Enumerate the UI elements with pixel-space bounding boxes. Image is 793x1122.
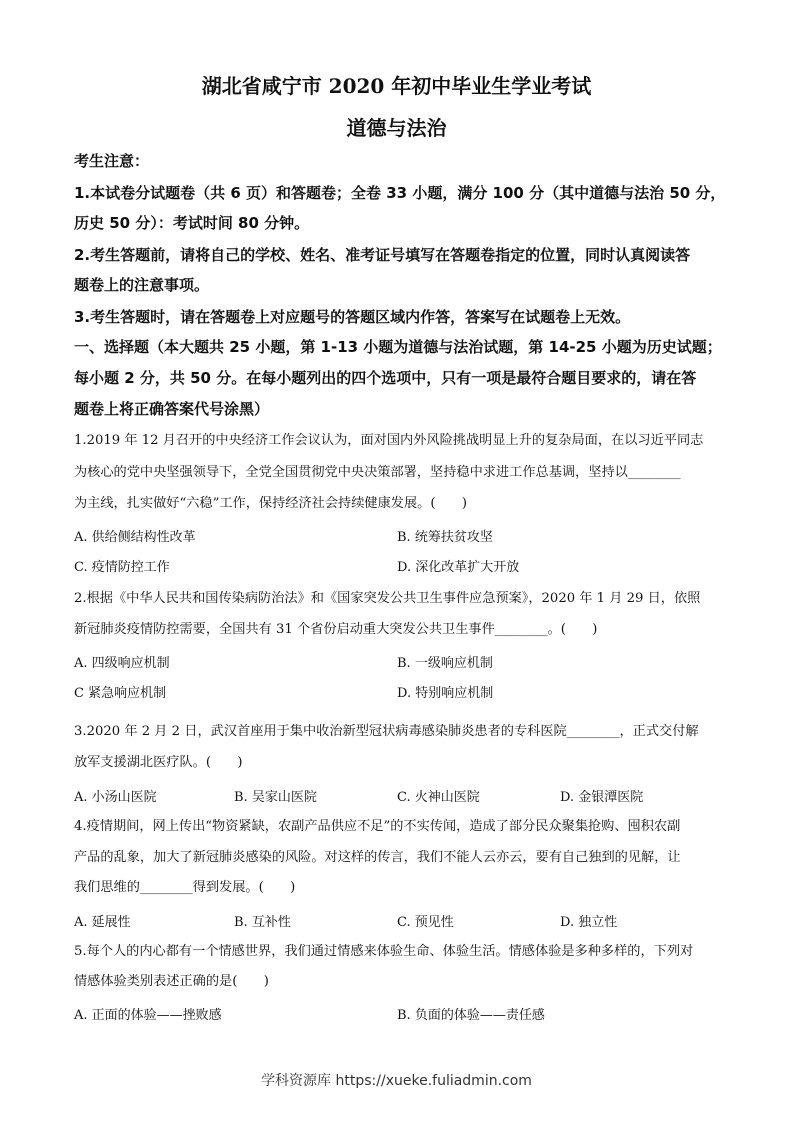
option-c: C. 疫情防控工作 (74, 560, 170, 575)
question-text-line: 我们思维的________得到发展。( ) (74, 880, 296, 895)
option-c: C. 预见性 (397, 915, 454, 930)
notice-item-2-line-2: 题卷上的注意事项。 (74, 276, 210, 294)
option-a: A. 供给侧结构性改革 (74, 530, 196, 545)
question-text-line: 产品的乱象，加大了新冠肺炎感染的风险。对这样的传言，我们不能人云亦云，要有自己独到的见解，让 (74, 850, 681, 865)
option-a: A. 正面的体验——挫败感 (74, 1008, 222, 1023)
option-b: B. 统筹扶贫攻坚 (397, 530, 493, 545)
notice-item-1-line-2: 历史 50 分）：考试时间 80 分钟。 (74, 214, 310, 232)
option-d: D. 独立性 (560, 915, 618, 930)
section-heading-line-2: 每小题 2 分，共 50 分。在每小题列出的四个选项中，只有一项是最符合题目要求的，请在答 (74, 369, 697, 387)
notice-item-3: 3.考生答题时，请在答题卷上对应题号的答题区域内作答，答案写在试题卷上无效。 (74, 308, 631, 326)
section-heading-line-3: 题卷上将正确答案代号涂黑） (74, 400, 270, 418)
option-b: B. 互补性 (234, 915, 291, 930)
option-b: B. 一级响应机制 (397, 656, 493, 671)
exam-subject: 道德与法治 (346, 116, 447, 140)
option-a: A. 小汤山医院 (74, 790, 157, 805)
footer-watermark: 学科资源库 https://xueke.fuliadmin.com (261, 1073, 532, 1089)
option-d: D. 特别响应机制 (397, 686, 494, 701)
question-text-line: 为核心的党中央坚强领导下，全党全国贯彻党中央决策部署，坚持稳中求进工作总基调，坚持以________ (74, 465, 681, 480)
question-text-line: 放军支援湖北医疗队。( ) (74, 755, 243, 770)
option-c: C. 火神山医院 (397, 790, 480, 805)
exam-title: 湖北省咸宁市 2020 年初中毕业生学业考试 (201, 74, 592, 98)
question-text-line: 5.每个人的内心都有一个情感世界，我们通过情感来体验生命、体验生活。情感体验是多种多样的，下列对 (74, 944, 694, 959)
section-heading-line-1: 一、选择题（本大题共 25 小题，第 1-13 小题为道德与法治试题，第 14-25 小题为历史试题； (74, 338, 722, 356)
option-d: D. 深化改革扩大开放 (397, 560, 520, 575)
question-text-line: 4.疫情期间，网上传出“物资紧缺，农副产品供应不足”的不实传闻，造成了部分民众聚集抢购、囤积农副 (74, 819, 681, 834)
question-text-line: 3.2020 年 2 月 2 日，武汉首座用于集中收治新型冠状病毒感染肺炎患者的专科医院________，正式交付解 (74, 724, 699, 739)
option-d: D. 金银潭医院 (560, 790, 644, 805)
question-text-line: 情感体验类别表述正确的是( ) (74, 974, 269, 989)
option-b: B. 吴家山医院 (234, 790, 317, 805)
notice-heading: 考生注意： (74, 152, 150, 170)
notice-item-1-line-1: 1.本试卷分试题卷（共 6 页）和答题卷；全卷 33 小题，满分 100 分（其中道德与法治 50 分， (74, 184, 726, 202)
question-text-line: 2.根据《中华人民共和国传染病防治法》和《国家突发公共卫生事件应急预案》，2020 年 1 月 29 日，依照 (74, 591, 701, 606)
option-c: C 紧急响应机制 (74, 686, 167, 701)
notice-item-2-line-1: 2.考生答题前，请将自己的学校、姓名、准考证号填写在答题卷指定的位置，同时认真阅读答 (74, 246, 691, 264)
option-b: B. 负面的体验——责任感 (397, 1008, 545, 1023)
question-text-line: 为主线，扎实做好“六稳”工作，保持经济社会持续健康发展。( ) (74, 496, 468, 511)
option-a: A. 四级响应机制 (74, 656, 170, 671)
option-a: A. 延展性 (74, 915, 131, 930)
question-text-line: 新冠肺炎疫情防控需要，全国共有 31 个省份启动重大突发公共卫生事件________。( ) (74, 622, 598, 637)
question-text-line: 1.2019 年 12 月召开的中央经济工作会议认为，面对国内外风险挑战明显上升的复杂局面，在以习近平同志 (74, 433, 704, 448)
